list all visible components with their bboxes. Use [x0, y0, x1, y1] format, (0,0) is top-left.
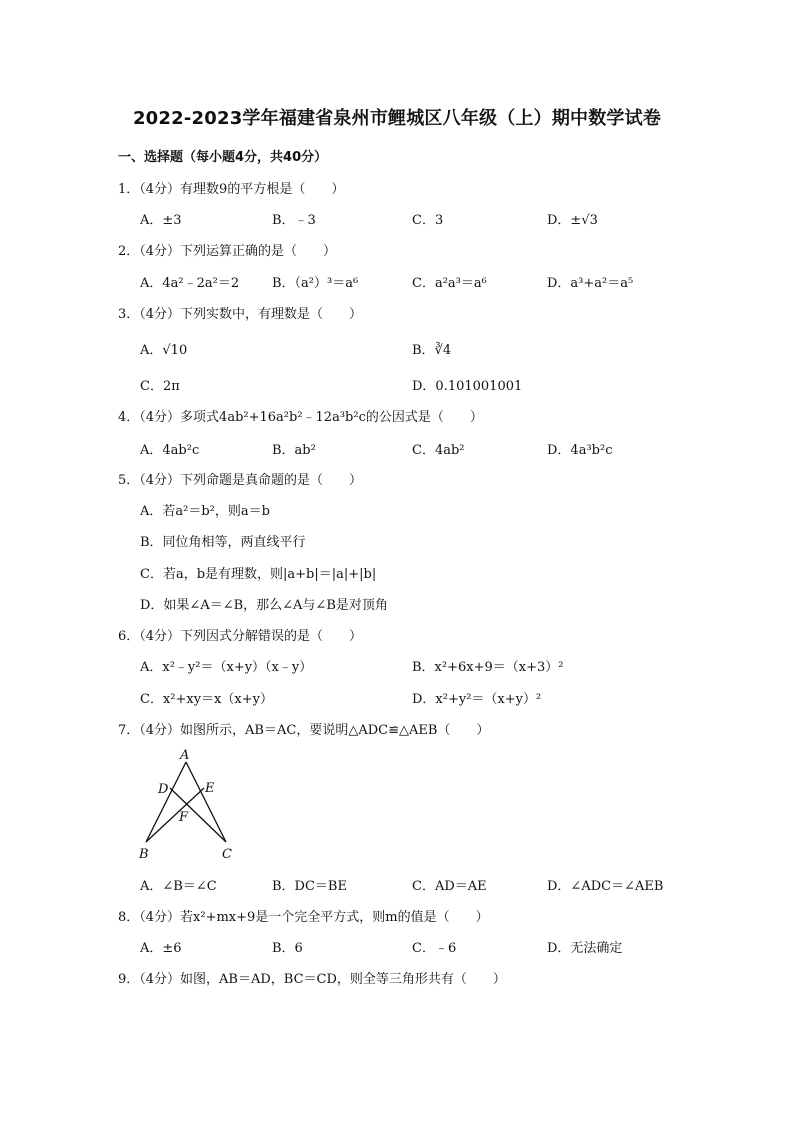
q6-option-d: D．x²+y²＝（x+y）² — [412, 692, 542, 707]
triangle-diagram — [130, 746, 250, 864]
q2-option-b: B．（a²）³＝a⁶ — [272, 276, 359, 291]
q5-option-d: D．如果∠A＝∠B，那么∠A与∠B是对顶角 — [140, 598, 388, 613]
label-e: E — [205, 781, 215, 796]
question-6: 6．（4分）下列因式分解错误的是（ ） — [118, 629, 363, 644]
q4-option-b: B．ab² — [272, 443, 316, 458]
question-1: 1．（4分）有理数9的平方根是（ ） — [118, 182, 345, 197]
q5-option-b: B．同位角相等，两直线平行 — [140, 535, 306, 550]
q3-option-b: B．∛4 — [412, 343, 452, 358]
label-f: F — [179, 810, 189, 825]
q1-option-c: C．3 — [412, 213, 444, 228]
line-ac — [186, 762, 226, 842]
q8-option-a: A．±6 — [140, 941, 182, 956]
label-c: C — [222, 847, 232, 862]
q4-option-d: D．4a³b²c — [547, 443, 613, 458]
q8-option-d: D．无法确定 — [547, 941, 623, 956]
q6-option-c: C．x²+xy＝x（x+y） — [140, 692, 273, 707]
section-heading: 一、选择题（每小题4分，共40分） — [118, 150, 328, 165]
q5-option-a: A．若a²＝b²，则a＝b — [140, 504, 270, 519]
q6-option-a: A．x²﹣y²＝（x+y）（x﹣y） — [140, 660, 313, 675]
line-be — [146, 788, 204, 842]
q2-option-c: C．a²a³＝a⁶ — [412, 276, 487, 291]
q8-option-b: B．6 — [272, 941, 303, 956]
question-9: 9．（4分）如图，AB＝AD，BC＝CD，则全等三角形共有（ ） — [118, 972, 506, 987]
question-2: 2．（4分）下列运算正确的是（ ） — [118, 244, 337, 259]
q7-option-b: B．DC＝BE — [272, 879, 347, 894]
question-4: 4．（4分）多项式4ab²+16a²b²﹣12a³b²c的公因式是（ ） — [118, 410, 483, 425]
question-7: 7．（4分）如图所示，AB＝AC，要说明△ADC≌△AEB（ ） — [118, 723, 490, 738]
question-5: 5．（4分）下列命题是真命题的是（ ） — [118, 473, 363, 488]
label-a: A — [180, 748, 190, 763]
question-8: 8．（4分）若x²+mx+9是一个完全平方式，则m的值是（ ） — [118, 910, 489, 925]
question-3: 3．（4分）下列实数中，有理数是（ ） — [118, 307, 363, 322]
q3-option-d: D．0.101001001 — [412, 379, 523, 394]
q2-option-a: A．4a²﹣2a²＝2 — [140, 276, 240, 291]
q7-option-a: A．∠B＝∠C — [140, 879, 217, 894]
q4-option-a: A．4ab²c — [140, 443, 200, 458]
q4-option-c: C．4ab² — [412, 443, 465, 458]
q1-option-d: D．±√3 — [547, 213, 598, 228]
line-ab — [146, 762, 186, 842]
triangle-figure — [130, 746, 250, 868]
q6-option-b: B．x²+6x+9＝（x+3）² — [412, 660, 564, 675]
q3-option-c: C．2π — [140, 379, 180, 394]
q2-option-d: D．a³+a²＝a⁵ — [547, 276, 634, 291]
q1-option-b: B．﹣3 — [272, 213, 316, 228]
q8-option-c: C．﹣6 — [412, 941, 457, 956]
label-b: B — [139, 847, 149, 862]
q5-option-c: C．若a，b是有理数，则|a+b|＝|a|+|b| — [140, 567, 377, 582]
q7-option-c: C．AD＝AE — [412, 879, 487, 894]
q3-option-a: A．√10 — [140, 343, 188, 358]
page-title: 2022-2023学年福建省泉州市鲤城区八年级（上）期中数学试卷 — [132, 108, 662, 129]
label-d: D — [158, 782, 169, 797]
q7-option-d: D．∠ADC＝∠AEB — [547, 879, 664, 894]
q1-option-a: A．±3 — [140, 213, 182, 228]
